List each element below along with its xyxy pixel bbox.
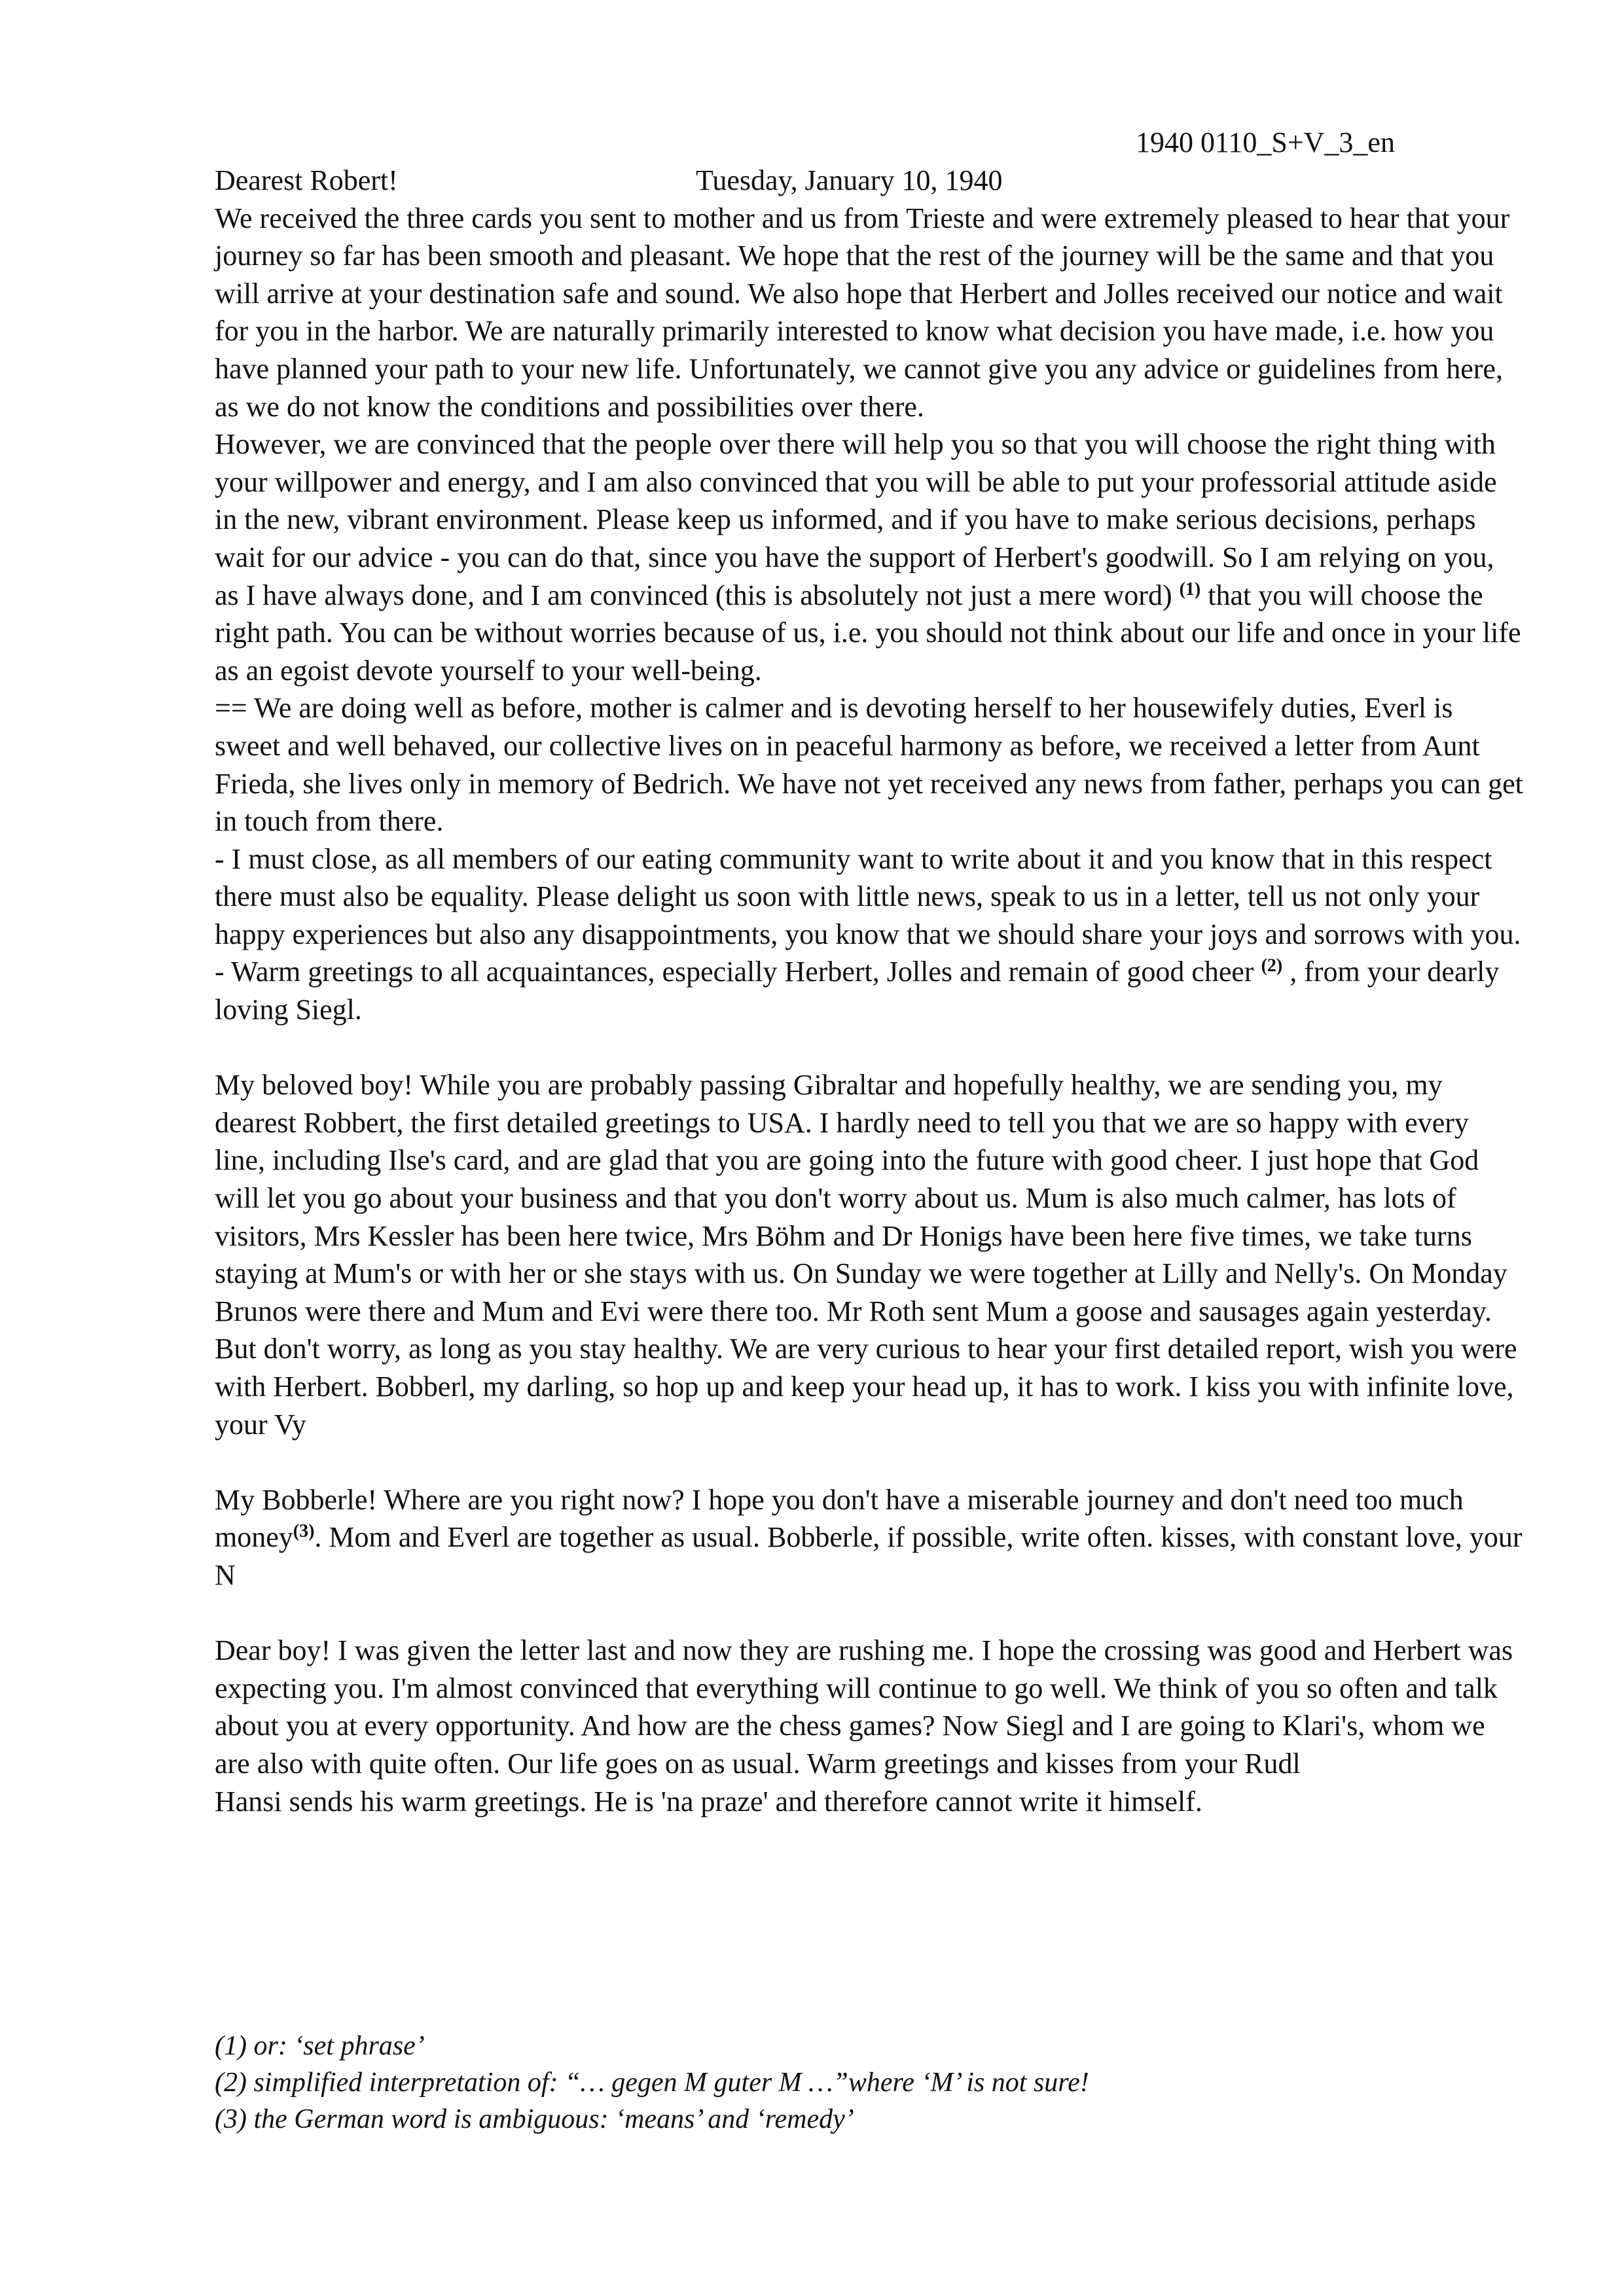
siegl-paragraph-4: - I must close, as all members of our eating community want to write about it and you know that in this respect there must also be equality. Please delight us soon with little news, speak to us in a letter, tell us not only your happy experiences but also any disappointments, you know that we should share your joys and sorrows with you. <box>215 842 1521 950</box>
footnote-marker-3: (3) <box>293 1521 315 1542</box>
n-paragraph-text-b: . Mom and Everl are together as usual. Bobberle, if possible, write often. kisses, with constant love, your N <box>215 1521 1523 1591</box>
n-paragraph <box>215 1481 1524 1594</box>
spacer <box>215 1029 1524 1067</box>
letter-date: Tuesday, January 10, 1940 <box>696 164 1003 196</box>
spacer <box>215 1443 1524 1481</box>
n-paragraph-text-a: My Bobberle! Where are you right now? I hope you don't have a miserable journey and don't need too much money <box>215 1483 1464 1554</box>
siegl-paragraph-2-text-b: that you will choose the right path. You can be without worries because of us, i.e. you should not think about our life and once in your life as an egoist devote yourself to your well-being. <box>215 579 1521 687</box>
siegl-paragraph-2-text-a: However, we are convinced that the people over there will help you so that you will choose the right thing with your willpower and energy, and I am also convinced that you will be able to put your professorial attitude aside in the new, vibrant environment. Please keep us informed, and if you have to make serious decisions, perhaps wait for our advice - you can do that, since you have the support of Herbert's goodwill. So I am relying on you, as I have always done, and I am convinced (this is absolutely not just a mere word) <box>215 428 1497 611</box>
siegl-paragraph-5-text-a: - Warm greetings to all acquaintances, especially Herbert, Jolles and remain of good cheer <box>215 956 1261 988</box>
siegl-paragraph-2 <box>215 425 1524 689</box>
footnote-3: (3) the German word is ambiguous: ‘means’ and ‘remedy’ <box>215 2104 854 2134</box>
footnote-marker-2: (2) <box>1261 956 1283 977</box>
footnotes <box>215 2028 1089 2138</box>
vy-paragraph: My beloved boy! While you are probably passing Gibraltar and hopefully healthy, we are sending you, my dearest Robbert, the first detailed greetings to USA. I hardly need to tell you that we are so happy with every line, including Ilse's card, and are glad that you are going into the future with good cheer. I just hope that God will let you go about your business and that you don't worry about us. Mum is also much calmer, has lots of visitors, Mrs Kessler has been here twice, Mrs Böhm and Dr Honigs have been here five times, we take turns staying at Mum's or with her or she stays with us. On Sunday we were together at Lilly and Nelly's. On Monday Brunos were there and Mum and Evi were there too. Mr Roth sent Mum a goose and sausages again yesterday. But don't worry, as long as you stay healthy. We are very curious to hear your first detailed report, wish you were with Herbert. Bobberl, my darling, so hop up and keep your head up, it has to work. I kiss you with infinite love, your Vy <box>215 1069 1517 1441</box>
footnote-2: (2) simplified interpretation of: “… gegen M guter M …”where ‘M’ is not sure! <box>215 2068 1089 2098</box>
siegl-paragraph-5-text-b: , from your dearly loving Siegl. <box>215 956 1500 1026</box>
spacer <box>215 1594 1524 1632</box>
footnote-marker-1: (1) <box>1179 579 1201 600</box>
siegl-paragraph-5 <box>215 953 1524 1028</box>
footnote-1: (1) or: ‘set phrase’ <box>215 2031 425 2061</box>
salutation: Dearest Robert! <box>215 164 398 196</box>
rudl-paragraph: Dear boy! I was given the letter last and now they are rushing me. I hope the crossing was good and Herbert was expecting you. I'm almost convinced that everything will continue to go well. We think of you so often and talk about you at every opportunity. And how are the chess games? Now Siegl and I are going to Klari's, whom we are also with quite often. Our life goes on as usual. Warm greetings and kisses from your Rudl <box>215 1634 1513 1780</box>
document-id: 1940 0110_S+V_3_en <box>1136 126 1395 158</box>
header-line <box>215 162 1524 200</box>
siegl-paragraph-3: == We are doing well as before, mother is calmer and is devoting herself to her housewifely duties, Everl is sweet and well behaved, our collective lives on in peaceful harmony as before, we received a letter from Aunt Frieda, she lives only in memory of Bedrich. We have not yet received any news from father, perhaps you can get in touch from there. <box>215 692 1523 838</box>
letter-body <box>215 162 1524 1820</box>
hansi-paragraph: Hansi sends his warm greetings. He is 'na praze' and therefore cannot write it himself. <box>215 1785 1202 1818</box>
siegl-paragraph-1: We received the three cards you sent to mother and us from Trieste and were extremely pleased to hear that your journey so far has been smooth and pleasant. We hope that the rest of the journey will be the same and that you will arrive at your destination safe and sound. We also hope that Herbert and Jolles received our notice and wait for you in the harbor. We are naturally primarily interested to know what decision you have made, i.e. how you have planned your path to your new life. Unfortunately, we cannot give you any advice or guidelines from here, as we do not know the conditions and possibilities over there. <box>215 202 1510 423</box>
